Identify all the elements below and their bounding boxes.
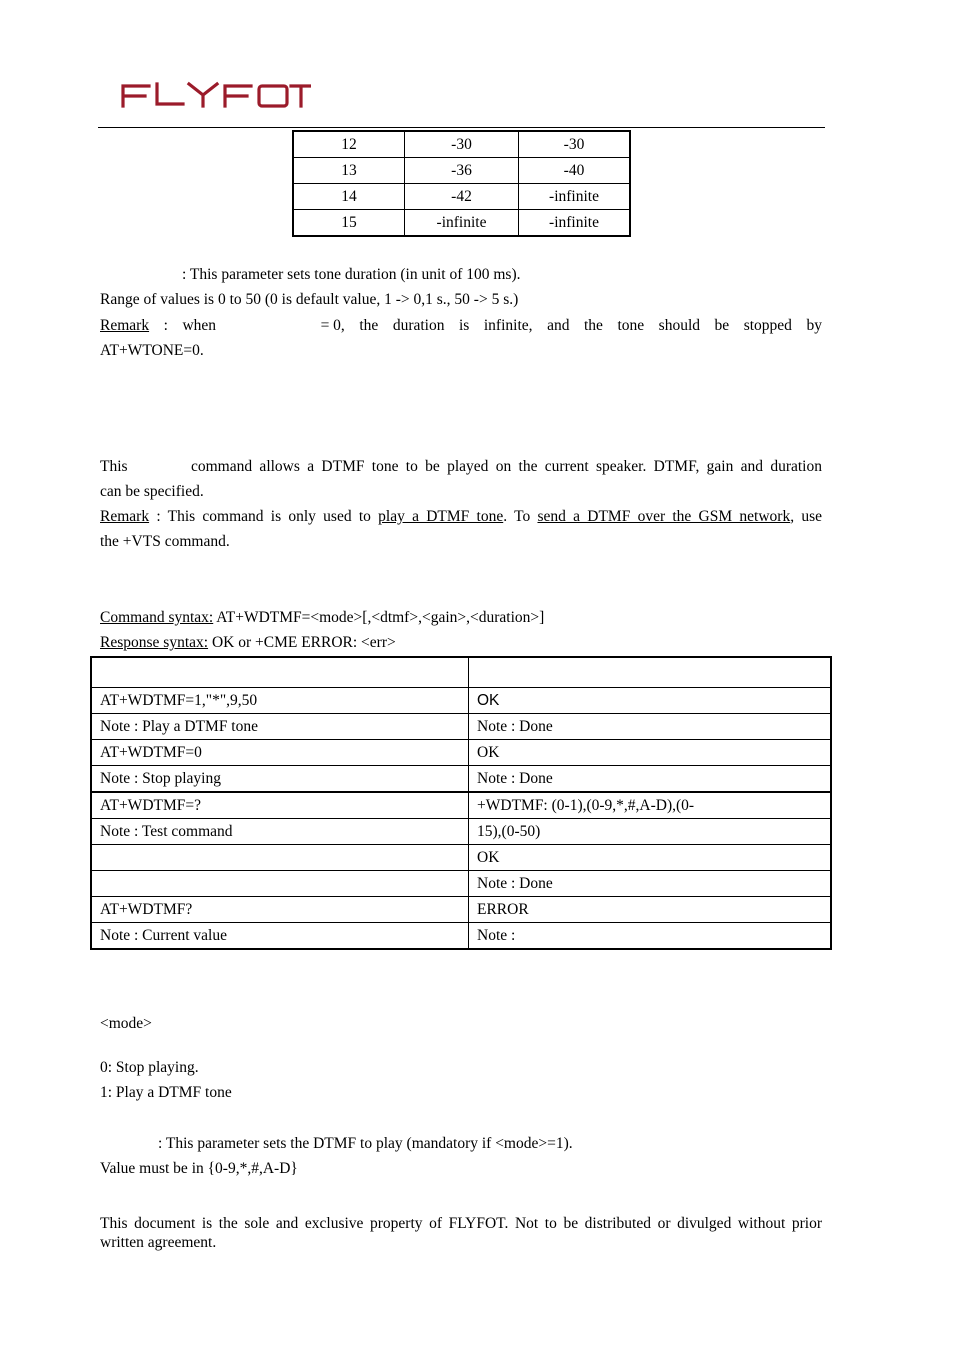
gain-table-cell: -30 [519,131,631,158]
example-command-cell: AT+WDTMF? [91,897,469,923]
duration-range: Range of values is 0 to 50 (0 is default value, 1 -> 0,1 s., 50 -> 5 s.) [100,291,519,308]
gain-table-cell: 15 [293,210,405,237]
mode-title: <mode> [100,1015,152,1032]
dtmf-remark-text3: , use [790,508,822,525]
dtmf-param-desc: : This parameter sets the DTMF to play (mandatory if <mode>=1). [158,1135,573,1152]
remark-word: by [806,317,822,334]
gain-table-cell: 13 [293,158,405,184]
remark-word: is [459,317,470,334]
duration-remark [100,316,822,336]
remark-word: : [163,317,168,334]
example-command-cell: AT+WDTMF=0 [91,740,469,766]
response-syntax [100,633,396,653]
examples-header-row [91,657,831,688]
examples-header-command [91,657,469,688]
remark-word: stopped [743,317,792,334]
duration-remark-end: AT+WTONE=0. [100,342,204,359]
gain-table-cell: -infinite [519,210,631,237]
example-response-cell: +WDTMF: (0-1),(0-9,*,#,A-D),(0- [469,792,832,819]
gain-table-row [293,131,630,158]
gain-table-row [293,210,630,237]
examples-header-response [469,657,832,688]
response-syntax-label: Response syntax: [100,634,209,651]
example-command-cell: Note : Stop playing [91,766,469,793]
examples-table-row [91,923,831,950]
example-command-cell: AT+WDTMF=1,"*",9,50 [91,688,469,714]
confidentiality-footer: This document is the sole and exclusive property of FLYFOT. Not to be distributed or divulged without prior written agreement. [100,1215,822,1251]
dtmf-remark [100,507,822,527]
dtmf-intro-line2: can be specified. [100,483,204,500]
command-syntax-value: AT+WDTMF=<mode>[,<dtmf>,<gain>,<duration>] [213,609,545,626]
remark-word: be [714,317,730,334]
example-response-cell: 15),(0-50) [469,819,832,845]
examples-table-row [91,688,831,714]
examples-table-row [91,792,831,819]
examples-table-row [91,766,831,793]
example-response-cell: OK [469,688,832,714]
gain-table-cell: -40 [519,158,631,184]
gain-table-row [293,158,630,184]
examples-table-row [91,819,831,845]
duration-desc: : This parameter sets tone duration (in unit of 100 ms). [182,266,521,283]
example-command-cell: Note : Play a DTMF tone [91,714,469,740]
command-syntax-label: Command syntax: [100,609,214,626]
remark-label: Remark [100,317,150,334]
remark-word: tone [617,317,645,334]
command-syntax [100,608,544,628]
examples-table-row [91,714,831,740]
example-response-cell: OK [469,740,832,766]
remark-word: infinite, [483,317,533,334]
example-response-cell: Note : Done [469,871,832,897]
example-command-cell: AT+WDTMF=? [91,792,469,819]
gain-table-row [293,184,630,210]
dtmf-remark-line2: the +VTS command. [100,533,230,550]
remark-word: when [182,317,217,334]
example-response-cell: Note : Done [469,766,832,793]
gain-table [292,130,631,237]
example-response-cell: OK [469,845,832,871]
example-command-cell [91,871,469,897]
send-dtmf-link: send a DTMF over the GSM network [537,508,791,525]
remark-word: the [359,317,379,334]
dtmf-remark-text1: : This command is only used to [149,508,379,525]
gain-table-cell: -30 [405,131,519,158]
example-command-cell: Note : Test command [91,819,469,845]
intro-this: This [100,458,128,475]
remark-word: = 0, [320,317,345,334]
dtmf-remark-label: Remark [100,508,150,525]
example-response-cell: ERROR [469,897,832,923]
gain-table-cell: -42 [405,184,519,210]
remark-word: duration [392,317,445,334]
gain-table-cell: -infinite [405,210,519,237]
examples-table-row [91,845,831,871]
dtmf-param-values: Value must be in {0-9,*,#,A-D} [100,1160,298,1177]
remark-word: should [658,317,701,334]
header-divider [98,127,825,128]
flyfot-logo [119,80,311,115]
remark-word: and [547,317,570,334]
gain-table-cell: -36 [405,158,519,184]
examples-table-row [91,740,831,766]
intro-line1-rest: command allows a DTMF tone to be played on the current speaker. DTMF, gain and duration [191,458,822,475]
example-command-cell [91,845,469,871]
examples-table-row [91,871,831,897]
gain-table-cell: -infinite [519,184,631,210]
play-dtmf-link: play a DTMF tone [378,508,504,525]
remark-word: the [583,317,603,334]
mode-option-1: 1: Play a DTMF tone [100,1084,232,1101]
mode-option-0: 0: Stop playing. [100,1059,199,1076]
example-command-cell: Note : Current value [91,923,469,950]
example-response-cell: Note : [469,923,832,950]
examples-table [90,656,832,950]
flyfot-logo-mark [119,80,311,110]
gain-table-cell: 12 [293,131,405,158]
dtmf-remark-text2: . To [503,508,538,525]
response-syntax-value: OK or +CME ERROR: <err> [208,634,396,651]
examples-table-row [91,897,831,923]
dtmf-intro-line1 [100,457,822,477]
example-response-cell: Note : Done [469,714,832,740]
gain-table-cell: 14 [293,184,405,210]
